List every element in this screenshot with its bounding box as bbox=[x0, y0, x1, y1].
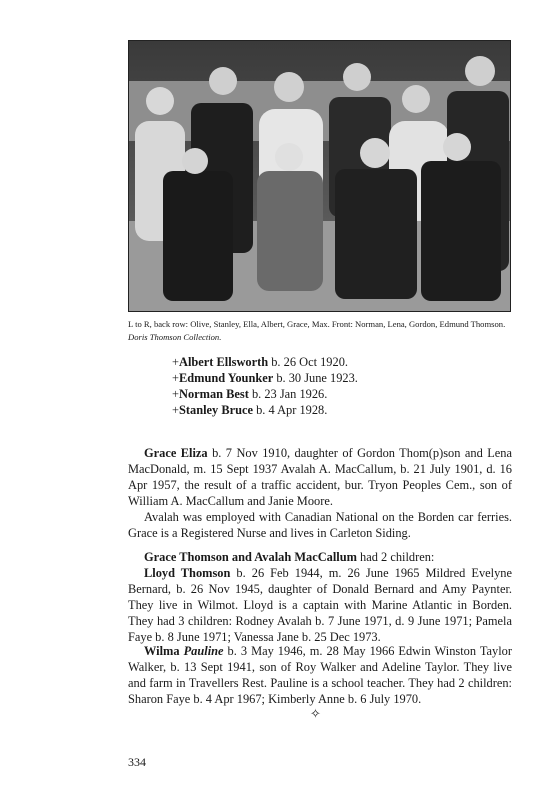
child-entry bbox=[172, 354, 492, 370]
child-prefix: + bbox=[172, 355, 179, 369]
lloyd-name: Lloyd Thomson bbox=[144, 566, 231, 580]
child-name: Edmund Younker bbox=[179, 371, 274, 385]
child-detail: b. 30 June 1923. bbox=[273, 371, 358, 385]
ornament-icon: ✧ bbox=[310, 706, 321, 721]
lloyd-paragraph bbox=[128, 565, 512, 645]
caption-text: L to R, back row: Olive, Stanley, Ella, Albert, Grace, Max. Front: Norman, Lena, Gordon, Edmund Thomson. bbox=[128, 319, 506, 329]
child-entry bbox=[172, 386, 492, 402]
couple-suffix: had 2 children: bbox=[356, 550, 435, 564]
child-name: Stanley Bruce bbox=[179, 403, 253, 417]
child-name: Albert Ellsworth bbox=[179, 355, 269, 369]
photo-caption bbox=[128, 318, 511, 344]
grace-name: Grace Eliza bbox=[144, 446, 208, 460]
page-number: 334 bbox=[128, 755, 146, 769]
child-prefix: + bbox=[172, 387, 179, 401]
child-name: Norman Best bbox=[179, 387, 249, 401]
child-prefix: + bbox=[172, 403, 179, 417]
couple-names: Grace Thomson and Avalah MacCallum bbox=[144, 550, 357, 564]
child-prefix: + bbox=[172, 371, 179, 385]
grace-text: b. 7 Nov 1910, daughter of Gordon Thom(p)son and Lena MacDonald, m. 15 Sept 1937 Avalah A. MacCallum, b. 21 July 1901, d. 16 Apr 1957, the result of a traffic accident, bur. Tryon Peoples Cem., son of William A. MacCallum and Janie Moore. bbox=[128, 446, 512, 508]
children-list bbox=[172, 354, 492, 418]
lloyd-text: b. 26 Feb 1944, m. 26 June 1965 Mildred Evelyne Bernard, b. 26 Nov 1945, daughter of Donald Bernard and Amy Paynter. They live in Wilmot. Lloyd is a captain with Marine Atlantic in Borden. They had 3 children: Rodney Avalah b. 7 June 1971, d. 9 June 1971; Pamela Faye b. 8 June 1971; Vanessa Jane b. 25 Dec 1973. bbox=[128, 566, 512, 644]
child-entry bbox=[172, 370, 492, 386]
family-photo bbox=[128, 40, 511, 312]
child-detail: b. 4 Apr 1928. bbox=[253, 403, 328, 417]
child-detail: b. 23 Jan 1926. bbox=[248, 387, 328, 401]
grace-paragraph bbox=[128, 445, 512, 509]
caption-source: Doris Thomson Collection. bbox=[128, 332, 222, 342]
child-entry bbox=[172, 402, 492, 418]
wilma-middle-name: Pauline bbox=[183, 644, 224, 658]
child-detail: b. 26 Oct 1920. bbox=[268, 355, 348, 369]
avalah-paragraph: Avalah was employed with Canadian National on the Borden car ferries. Grace is a Registered Nurse and lives in Carleton Siding. bbox=[128, 510, 512, 540]
wilma-name: Wilma bbox=[144, 644, 184, 658]
wilma-text: b. 3 May 1946, m. 28 May 1966 Edwin Winston Taylor Walker, b. 13 Sept 1941, son of Roy Walker and Adeline Taylor. They live and farm in Travellers Rest. Pauline is a school teacher. They had 2 children: Sharon Faye b. 4 Apr 1967; Kimberly Anne b. 6 July 1970. bbox=[128, 644, 512, 706]
couple-heading bbox=[128, 549, 512, 565]
wilma-paragraph bbox=[128, 643, 512, 707]
